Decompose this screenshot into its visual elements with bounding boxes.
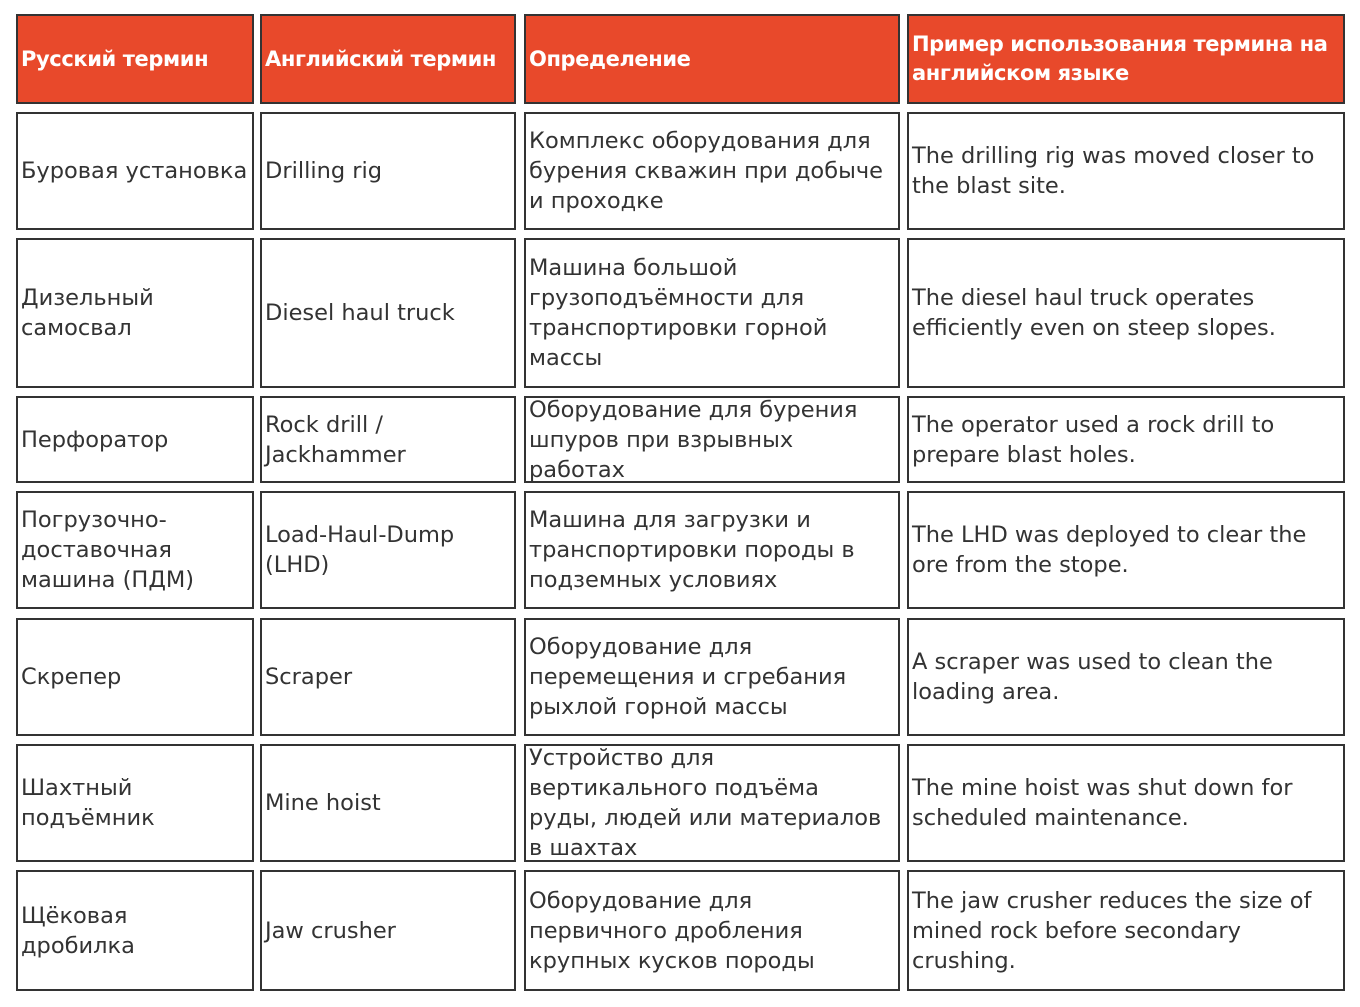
header-russian-term bbox=[16, 14, 254, 104]
cell-text: Устройство для вертикального подъёма руды, людей или материалов в шахтах bbox=[529, 745, 882, 861]
table-cell-definition bbox=[524, 491, 900, 609]
cell-text: The diesel haul truck operates efficiently even on steep slopes. bbox=[912, 285, 1276, 341]
table-cell-definition bbox=[524, 870, 900, 991]
cell-text: The drilling rig was moved closer to the blast site. bbox=[912, 143, 1315, 199]
cell-text: Перфоратор bbox=[21, 426, 169, 453]
cell-text: Load-Haul-Dump (LHD) bbox=[265, 522, 455, 578]
cell-text: Шахтный подъёмник bbox=[21, 775, 155, 831]
header-definition-text: Определение bbox=[529, 46, 691, 71]
table-cell-english bbox=[260, 238, 516, 388]
table-cell-definition bbox=[524, 618, 900, 736]
table-cell-example bbox=[907, 396, 1345, 483]
table-cell-russian bbox=[16, 618, 254, 736]
table-cell-english bbox=[260, 618, 516, 736]
header-english-term bbox=[260, 14, 516, 104]
header-definition bbox=[524, 14, 900, 104]
table-cell-example bbox=[907, 744, 1345, 862]
cell-text: The operator used a rock drill to prepare blast holes. bbox=[912, 411, 1275, 468]
cell-text: Буровая установка bbox=[21, 158, 248, 184]
cell-text: Jaw crusher bbox=[265, 917, 396, 944]
table-cell-english bbox=[260, 396, 516, 483]
cell-text: Щёковая дробилка bbox=[21, 902, 135, 959]
cell-text: Комплекс оборудования для бурения скважин при добыче и проходке bbox=[529, 128, 883, 214]
cell-text: The mine hoist was shut down for scheduled maintenance. bbox=[912, 775, 1293, 831]
cell-text: The jaw crusher reduces the size of mined rock before secondary crushing. bbox=[912, 887, 1312, 974]
cell-text: Скрепер bbox=[21, 664, 122, 690]
header-russian-term-text: Русский термин bbox=[21, 46, 209, 71]
cell-text: Машина для загрузки и транспортировки породы в подземных условиях bbox=[529, 507, 855, 593]
cell-text: A scraper was used to clean the loading area. bbox=[912, 649, 1273, 705]
header-usage-example-text: Пример использования термина на английском языке bbox=[912, 32, 1328, 85]
cell-text: Rock drill / Jackhammer bbox=[265, 411, 406, 468]
header-english-term-text: Английский термин bbox=[265, 46, 497, 71]
table-cell-russian bbox=[16, 744, 254, 862]
cell-text: Diesel haul truck bbox=[265, 300, 455, 326]
table-cell-russian bbox=[16, 112, 254, 230]
table-cell-definition bbox=[524, 112, 900, 230]
cell-text: Scraper bbox=[265, 664, 353, 690]
cell-text: Дизельный самосвал bbox=[21, 285, 154, 341]
cell-text: Оборудование для перемещения и сгребания рыхлой горной массы bbox=[529, 634, 847, 720]
table-cell-definition bbox=[524, 396, 900, 483]
table-cell-russian bbox=[16, 238, 254, 388]
table-cell-example bbox=[907, 491, 1345, 609]
cell-text: Погрузочно-доставочная машина (ПДМ) bbox=[21, 507, 195, 593]
table-cell-example bbox=[907, 870, 1345, 991]
table-cell-example bbox=[907, 112, 1345, 230]
table-cell-definition bbox=[524, 744, 900, 862]
table-cell-russian bbox=[16, 870, 254, 991]
cell-text: Оборудование для первичного дробления крупных кусков породы bbox=[529, 887, 815, 974]
header-usage-example bbox=[907, 14, 1345, 104]
table-cell-russian bbox=[16, 491, 254, 609]
table-cell-english bbox=[260, 491, 516, 609]
table-cell-english bbox=[260, 744, 516, 862]
cell-text: Машина большой грузоподъёмности для транспортировки горной массы bbox=[529, 255, 828, 371]
cell-text: Оборудование для бурения шпуров при взрывных работах bbox=[529, 396, 858, 483]
cell-text: Mine hoist bbox=[265, 790, 381, 816]
table-cell-example bbox=[907, 238, 1345, 388]
table-cell-russian bbox=[16, 396, 254, 483]
table-cell-english bbox=[260, 870, 516, 991]
table-cell-example bbox=[907, 618, 1345, 736]
table-cell-definition bbox=[524, 238, 900, 388]
cell-text: Drilling rig bbox=[265, 158, 383, 184]
mining-equipment-terms-table bbox=[10, 9, 1350, 999]
cell-text: The LHD was deployed to clear the ore from the stope. bbox=[912, 522, 1307, 578]
table-cell-english bbox=[260, 112, 516, 230]
